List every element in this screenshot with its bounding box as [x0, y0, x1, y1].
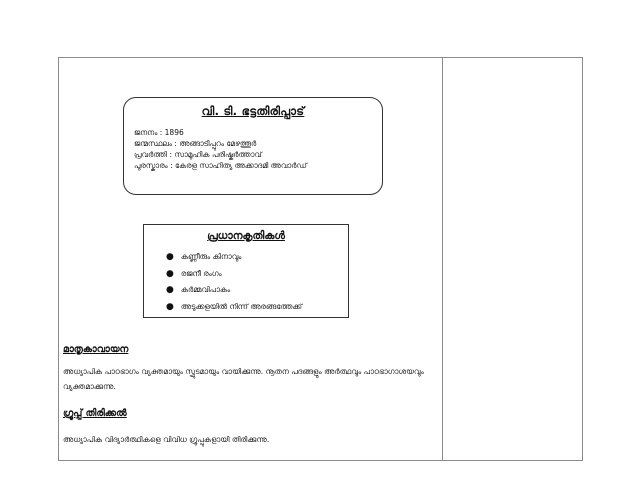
bullet-icon: ● — [166, 301, 174, 312]
list-item — [166, 299, 340, 316]
work-title: കര്‍മ്മവിപാകം — [180, 285, 231, 294]
model-reading-heading: മാതൃകാവായന — [63, 344, 129, 355]
work-title: അടുക്കളയില്‍ നിന്ന് അരങ്ങത്തേക്ക് — [180, 301, 303, 311]
bio-profession: പ്രവര്‍ത്തി : സാമൂഹിക പരിഷ്കര്‍ത്താവ് — [134, 150, 262, 159]
major-works-box — [143, 224, 349, 318]
list-item — [166, 266, 340, 283]
bio-birth-year: ജനനം : 1896 — [134, 128, 184, 137]
model-reading-text: അധ്യാപിക പാഠഭാഗം വ്യക്തമായും സ്ഫുടമായും വായിക്കുന്നു. നൂതന പദങ്ങളും അര്‍ത്ഥവും പാഠഭാഗാശയവും വ്യക്തമാക്കുന്നു. — [63, 367, 424, 391]
bio-award: പുരസ്കാരം : കേരള സാഹിത്യ അക്കാദമി അവാര്‍ഡ് — [134, 161, 307, 170]
work-title: കണ്ണീരും കിനാവും — [180, 252, 242, 261]
major-works-title: പ്രധാനകൃതികള്‍ — [207, 230, 285, 242]
grouping-text: അധ്യാപിക വിദ്യാര്‍ത്ഥികളെ വിവിധ ഗ്രൂപ്പുകളായി തിരിക്കുന്നു. — [63, 435, 270, 444]
grouping-heading: ഗ്രൂപ്പ് തിരിക്കല്‍ — [63, 408, 127, 419]
bullet-icon: ● — [166, 285, 174, 295]
bio-birthplace: ജന്മസ്ഥലം : അങ്ങാടിപ്പുറം മേഴത്തൂര്‍ — [134, 139, 257, 148]
work-title: രജനീ രംഗം — [180, 268, 222, 278]
list-item — [166, 249, 340, 266]
author-name: വി. ടി. ഭട്ടതിരിപ്പാട് — [201, 104, 305, 118]
bullet-icon: ● — [166, 268, 174, 279]
list-item — [166, 282, 340, 299]
author-bio-box — [123, 97, 383, 195]
bullet-icon: ● — [166, 252, 174, 262]
column-divider — [442, 58, 443, 460]
major-works-list — [152, 249, 340, 315]
lesson-plan-table — [58, 57, 583, 461]
